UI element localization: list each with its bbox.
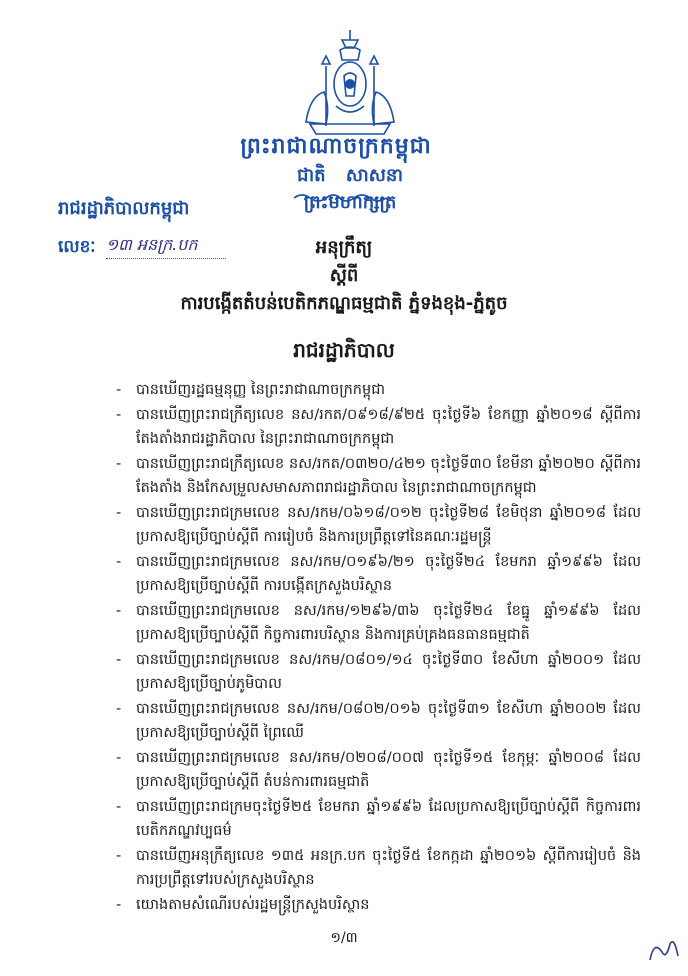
document-subject: ការបង្កើតតំបន់បេតិកភណ្ឌធម្មជាតិ ភ្នំទងខុង-ភ្នំតូច [180,293,508,314]
document-about: ស្ដីពី [329,265,359,286]
kingdom-title: ព្រះរាជាណាចក្រកម្ពុជា [240,134,432,159]
preamble-item: - យោងតាមសំណើរបស់រដ្ឋមន្ត្រីក្រសួងបរិស្ថាន [116,893,641,918]
reference-number-value: ១៣ អនក្រ.បក [106,234,226,259]
preamble-item: - បានឃើញព្រះរាជក្រមលេខ នស/រកម/០២០៨/០០៧ ចុះថ្ងៃទី១៥ ខែកុម្ភៈ ឆ្នាំ២០០៨ ដែលប្រកាសឱ្យប្រើច្បាប់ស្ដីពី តំបន់ការពារធម្មជាតិ [116,746,641,795]
preamble-item: - បានឃើញព្រះរាជក្រមលេខ នស/រកម/០១៩៦/២១ ចុះថ្ងៃទី២៤ ខែមករា ឆ្នាំ១៩៩៦ ដែលប្រកាសឱ្យប្រើច្បាប់ស្ដីពី ការបង្កើតក្រសួងបរិស្ថាន [116,550,641,599]
preamble-item: - បានឃើញព្រះរាជក្រមលេខ នស/រកម/០៨០២/០១៦ ចុះថ្ងៃទី៣១ ខែសីហា ឆ្នាំ២០០២ ដែលប្រកាសឱ្យប្រើច្បាប់ស្ដីពី ព្រៃឈើ [116,697,641,746]
initials-signature-icon [644,930,684,970]
preamble-item: - បានឃើញព្រះរាជក្រឹត្យលេខ នស/រកត/០៣២០/៤២១ ចុះថ្ងៃទី៣០ ខែមីនា ឆ្នាំ២០២០ ស្ដីពីការតែងតាំង និងកែសម្រួលសមាសភាពរាជរដ្ឋាភិបាល នៃព្រះរាជាណាចក្រកម្ពុជា [116,452,641,501]
issuing-authority: រាជរដ្ឋាភិបាលកម្ពុជា [58,198,190,219]
document-issuer: រាជរដ្ឋាភិបាល [293,338,395,362]
ornament-divider-icon [292,192,388,204]
national-motto: ជាតិ សាសនា ព្រះមហាក្សត្រ [297,165,403,213]
preamble-item: - បានឃើញព្រះរាជក្រមលេខ នស/រកម/១២៩៦/៣៦ ចុះថ្ងៃទី២៤ ខែធ្នូ ឆ្នាំ១៩៩៦ ដែលប្រកាសឱ្យប្រើច្បាប់ស្ដីពី កិច្ចការពារបរិស្ថាន និងការគ្រប់គ្រងធនធានធម្មជាតិ [116,599,641,648]
preamble-item: - បានឃើញព្រះរាជក្រមលេខ នស/រកម/០៦១៨/០១២ ចុះថ្ងៃទី២៨ ខែមិថុនា ឆ្នាំ២០១៨ ដែលប្រកាសឱ្យប្រើច្បាប់ស្ដីពី ការរៀបចំ និងការប្រព្រឹត្តទៅនៃគណៈរដ្ឋមន្ត្រី [116,501,641,550]
document-type: អនុក្រឹត្យ [315,237,373,258]
page-number: ១/៣ [330,930,358,946]
preamble-item: - បានឃើញអនុក្រឹត្យលេខ ១៣៥ អនក្រ.បក ចុះថ្ងៃទី៥ ខែកក្កដា ឆ្នាំ២០១៦ ស្ដីពីការរៀបចំ និងការប្រព្រឹត្តទៅរបស់ក្រសួងបរិស្ថាន [116,844,641,893]
preamble-item: - បានឃើញព្រះរាជក្រឹត្យលេខ នស/រកត/០៩១៨/៩២៥ ចុះថ្ងៃទី៦ ខែកញ្ញា ឆ្នាំ២០១៨ ស្ដីពីការតែងតាំងរាជរដ្ឋាភិបាល នៃព្រះរាជាណាចក្រកម្ពុជា [116,403,641,452]
preamble-item: - បានឃើញព្រះរាជក្រមចុះថ្ងៃទី២៥ ខែមករា ឆ្នាំ១៩៩៦ ដែលប្រកាសឱ្យប្រើច្បាប់ស្ដីពី កិច្ចការពារបេតិកភណ្ឌវប្បធម៌ [116,795,641,844]
royal-emblem-icon [296,26,404,138]
preamble-item: - បានឃើញព្រះរាជក្រមលេខ នស/រកម/០៨០១/១៤ ចុះថ្ងៃទី៣០ ខែសីហា ឆ្នាំ២០០១ ដែលប្រកាសឱ្យប្រើច្បាប់ភូមិបាល [116,648,641,697]
preamble-item: - បានឃើញរដ្ឋធម្មនុញ្ញ នៃព្រះរាជាណាចក្រកម្ពុជា [116,378,641,403]
reference-number-label: លេខៈ [58,237,96,257]
preamble-list [116,378,641,917]
